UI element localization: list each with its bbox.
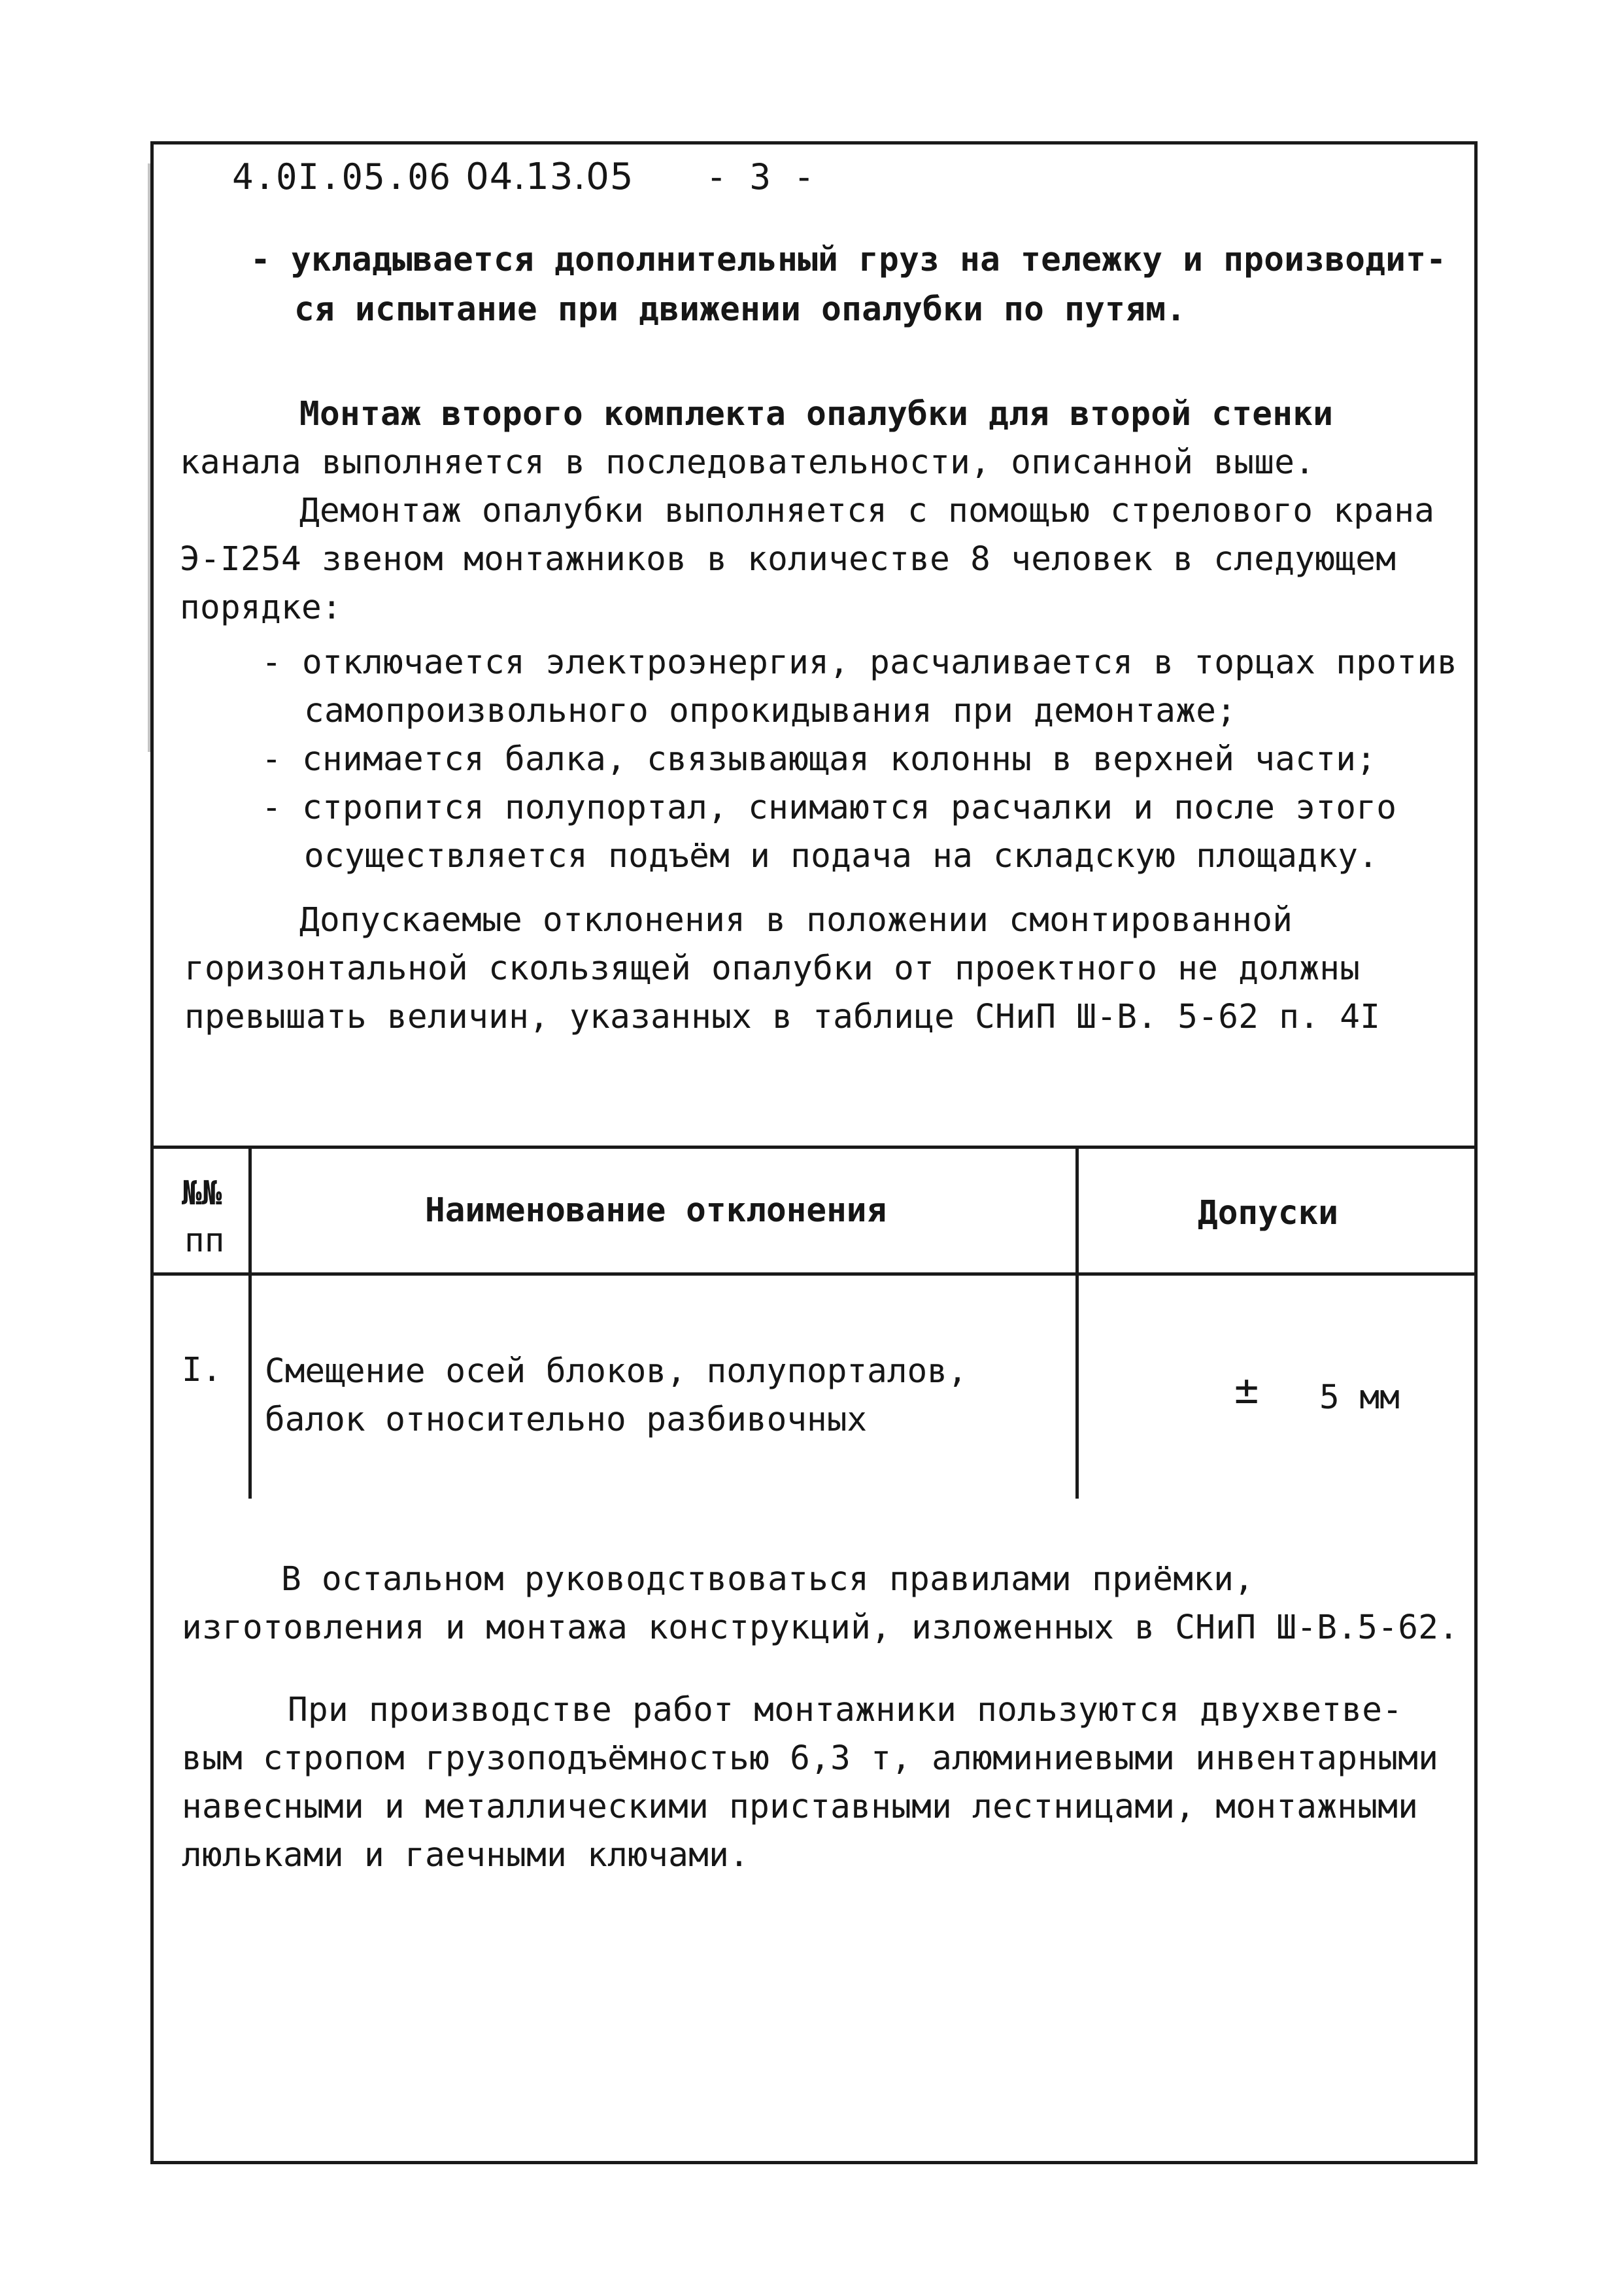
table-row-name: Смещение осей блоков, полупорталов, bbox=[265, 1352, 968, 1391]
paragraph-line: Монтаж второго комплекта опалубки для второй стенки bbox=[299, 395, 1334, 434]
table-column-divider bbox=[1075, 1146, 1079, 1499]
paragraph-line: При производстве работ монтажники пользуются двухветве- bbox=[288, 1691, 1403, 1729]
paragraph-line: В остальном руководствоваться правилами приёмки, bbox=[281, 1560, 1255, 1599]
paragraph-line: вым стропом грузоподъёмностью 6,3 т, алюминиевыми инвентарными bbox=[182, 1739, 1439, 1778]
table-header-tolerance: Допуски bbox=[1198, 1194, 1338, 1232]
intro-line: - укладывается дополнительный груз на тележку и производит- bbox=[250, 241, 1447, 279]
list-item: - отключается электроэнергия, расчаливается в торцах против bbox=[262, 643, 1458, 682]
document-header bbox=[232, 156, 815, 198]
paragraph-line: канала выполняется в последовательности, описанной выше. bbox=[180, 443, 1315, 482]
list-item-continuation: осуществляется подъём и подача на складскую площадку. bbox=[304, 837, 1379, 876]
paragraph-line: изготовления и монтажа конструкций, изложенных в СНиП Ш-В.5-62. bbox=[182, 1608, 1459, 1647]
handwritten-code: 04.13.05 bbox=[465, 156, 634, 198]
paragraph-line: порядке: bbox=[180, 588, 343, 627]
table-header-number: пп bbox=[184, 1221, 225, 1260]
paragraph-line: превышать величин, указанных в таблице СНиП Ш-В. 5-62 п. 4I bbox=[184, 998, 1381, 1036]
plus-minus-sign: ± bbox=[1234, 1365, 1259, 1413]
table-column-divider bbox=[248, 1146, 252, 1499]
paragraph-line: горизонтальной скользящей опалубки от проектного не должны bbox=[184, 949, 1361, 988]
paragraph-line: люльками и гаечными ключами. bbox=[182, 1836, 750, 1875]
page-number: - 3 - bbox=[705, 156, 816, 197]
table-header-name: Наименование отклонения bbox=[425, 1191, 887, 1230]
table-header-number: №№ bbox=[182, 1174, 222, 1213]
table-top-border bbox=[150, 1146, 1478, 1149]
paragraph-line: навесными и металлическими приставными лестницами, монтажными bbox=[182, 1788, 1419, 1826]
table-row-tolerance: 5 мм bbox=[1319, 1378, 1400, 1417]
paragraph-line: Демонтаж опалубки выполняется с помощью стрелового крана bbox=[299, 492, 1435, 530]
list-item: - стропится полупортал, снимаются расчалки и после этого bbox=[262, 789, 1397, 827]
paragraph-line: Э-I254 звеном монтажников в количестве 8 человек в следующем bbox=[180, 540, 1396, 579]
list-item-continuation: самопроизвольного опрокидывания при демонтаже; bbox=[304, 692, 1237, 730]
table-row-name: балок относительно разбивочных bbox=[265, 1401, 868, 1439]
list-item: - снимается балка, связывающая колонны в верхней части; bbox=[262, 740, 1377, 779]
document-code: 4.0I.05.06 bbox=[232, 156, 452, 197]
intro-line: ся испытание при движении опалубки по путям. bbox=[294, 290, 1187, 329]
table-row-number: I. bbox=[182, 1351, 222, 1389]
table-header-border bbox=[150, 1272, 1478, 1276]
paragraph-line: Допускаемые отклонения в положении смонтированной bbox=[299, 901, 1293, 940]
